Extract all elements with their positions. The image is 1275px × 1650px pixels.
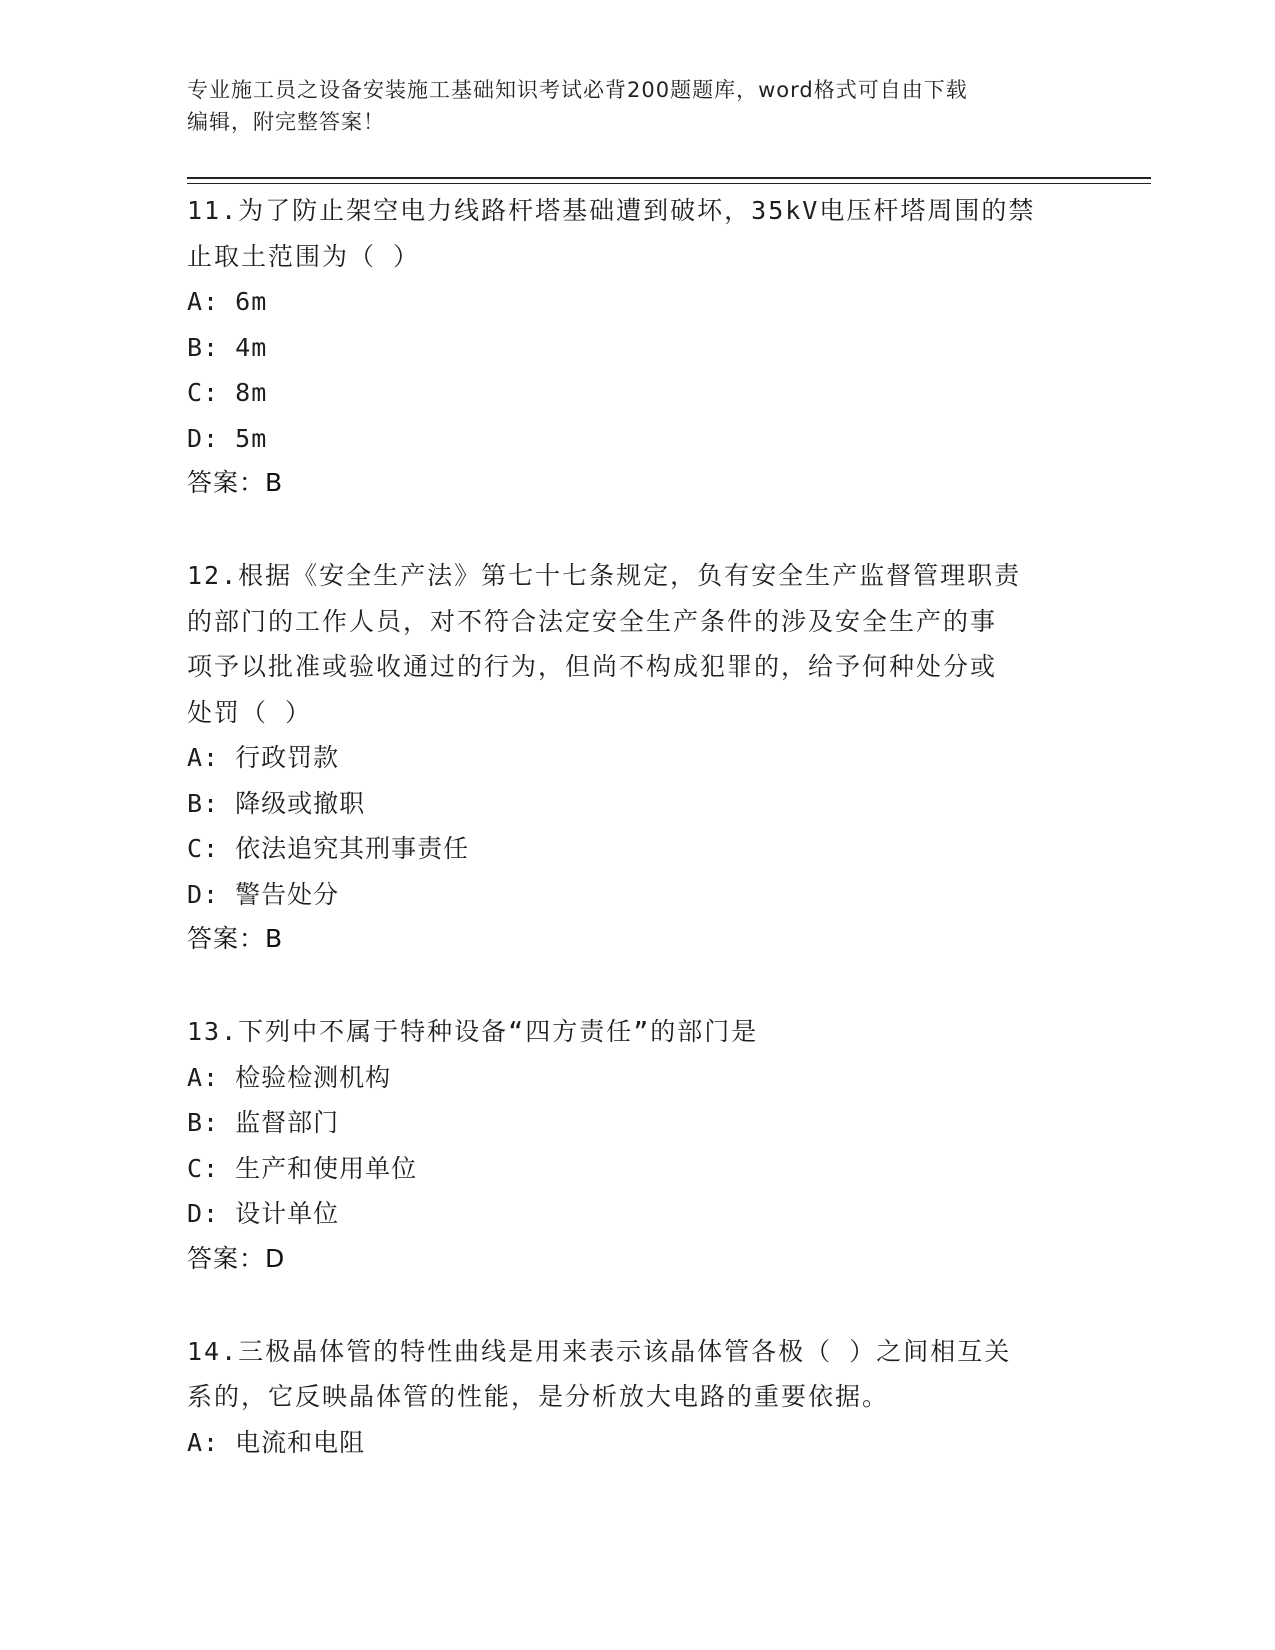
question-stem	[187, 188, 1087, 279]
answer-line: 答案：D	[187, 1243, 286, 1273]
stem-line: 的部门的工作人员，对不符合法定安全生产条件的涉及安全生产的事	[187, 606, 998, 636]
option-a: A: 检验检测机构	[187, 1062, 392, 1092]
question-12	[187, 553, 1087, 961]
option-b: B: 4m	[187, 332, 268, 362]
answer-line: 答案：B	[187, 468, 284, 497]
option-d: D: 设计单位	[187, 1199, 340, 1228]
answer-line: 答案：B	[187, 924, 284, 953]
question-stem	[187, 1329, 1087, 1420]
question-13	[187, 1009, 1087, 1281]
stem-line: 14.三极晶体管的特性曲线是用来表示该晶体管各极（ ）之间相互关	[187, 1336, 1012, 1366]
option-c: C: 生产和使用单位	[187, 1153, 418, 1183]
stem-line: 处罚（ ）	[187, 697, 313, 727]
option-a: A: 6m	[187, 287, 268, 316]
stem-line: 止取土范围为（ ）	[187, 241, 421, 271]
option-c: C: 8m	[187, 378, 268, 407]
header-rule-thin	[187, 183, 1151, 184]
stem-line: 11.为了防止架空电力线路杆塔基础遭到破坏，35kV电压杆塔周围的禁	[187, 196, 1036, 225]
header-title-line-2: 编辑，附完整答案！	[187, 110, 385, 134]
question-list	[187, 188, 1087, 1513]
question-14	[187, 1329, 1087, 1466]
option-d: D: 警告处分	[187, 879, 340, 909]
stem-line: 项予以批准或验收通过的行为，但尚不构成犯罪的，给予何种处分或	[187, 652, 998, 681]
option-d: D: 5m	[187, 423, 268, 453]
header-title-line-1: 专业施工员之设备安装施工基础知识考试必背200题题库，word格式可自由下载	[187, 78, 968, 102]
option-b: B: 监督部门	[187, 1108, 340, 1137]
stem-line: 系的，它反映晶体管的性能，是分析放大电路的重要依据。	[187, 1382, 890, 1411]
stem-line: 13.下列中不属于特种设备“四方责任”的部门是	[187, 1017, 759, 1046]
question-stem	[187, 553, 1087, 735]
option-c: C: 依法追究其刑事责任	[187, 834, 470, 863]
option-a: A: 电流和电阻	[187, 1427, 366, 1457]
stem-line: 12.根据《安全生产法》第七十七条规定，负有安全生产监督管理职责	[187, 561, 1022, 590]
question-11	[187, 188, 1087, 505]
document-header	[187, 74, 1067, 138]
header-rule-thick	[187, 177, 1151, 179]
option-a: A: 行政罚款	[187, 743, 340, 772]
question-stem	[187, 1009, 1087, 1055]
option-b: B: 降级或撤职	[187, 788, 366, 818]
